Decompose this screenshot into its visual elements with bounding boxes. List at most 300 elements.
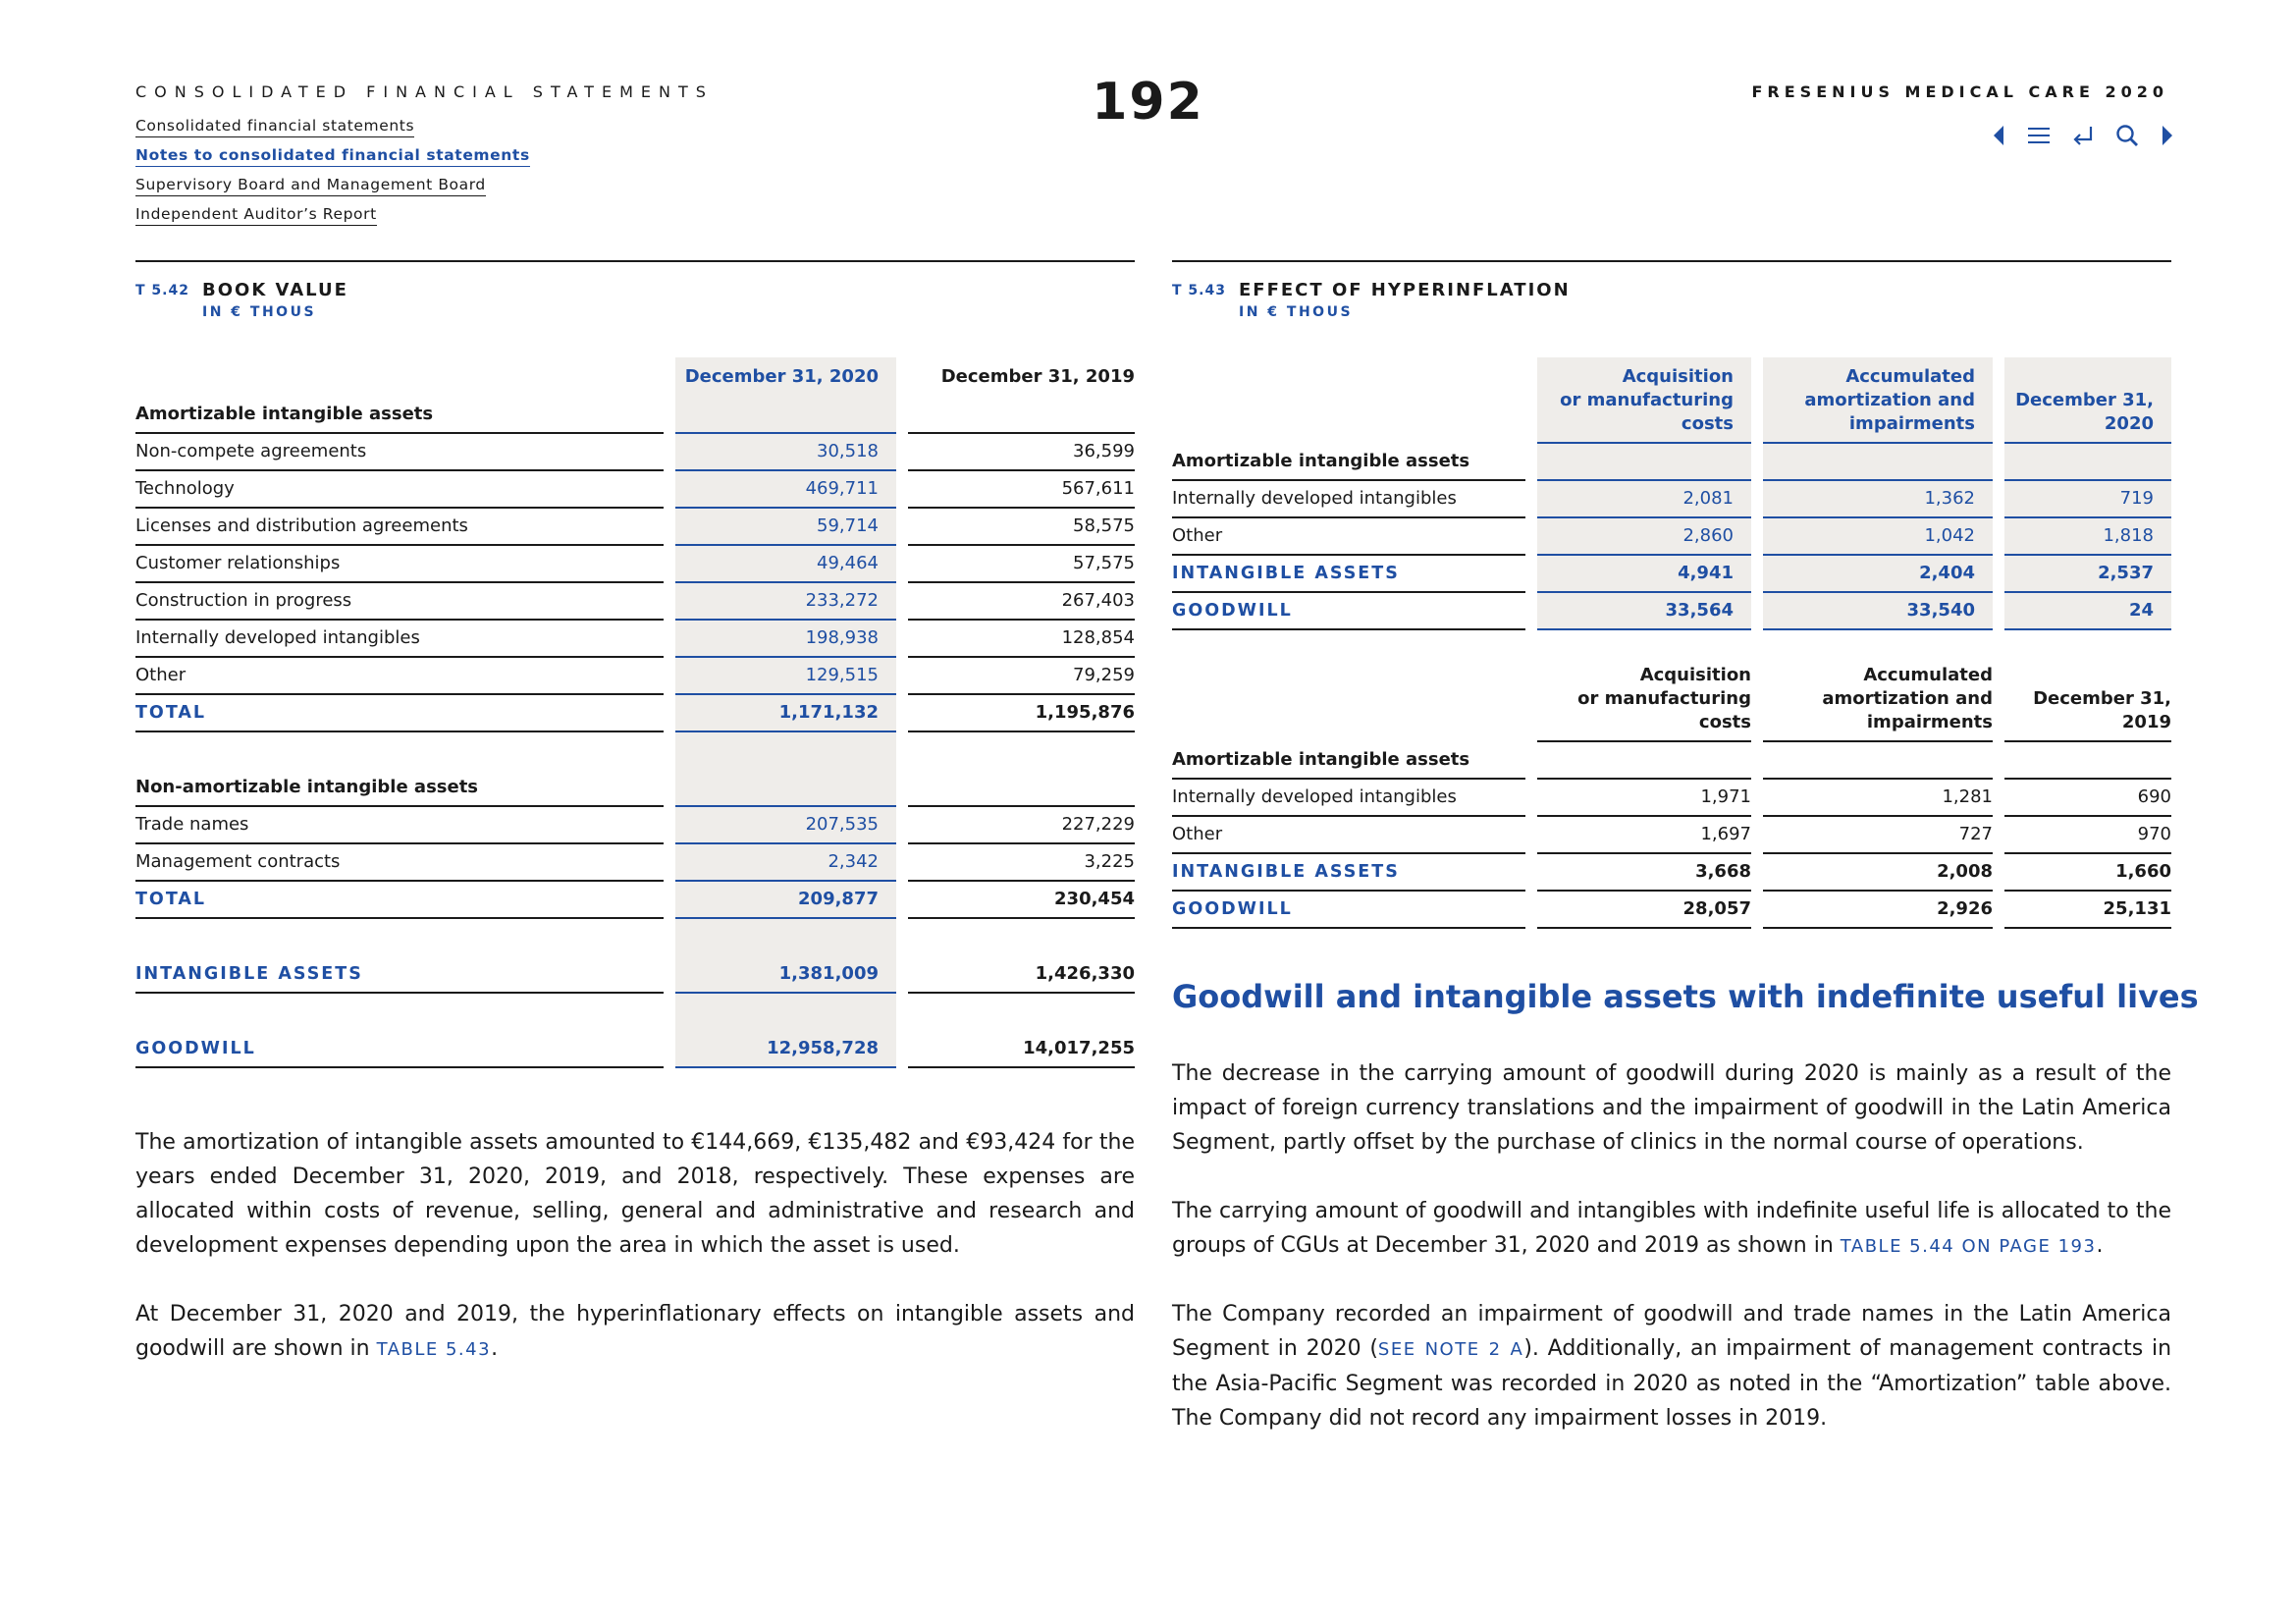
gap-cell: [664, 770, 675, 807]
gap-cell: [664, 546, 675, 583]
cell-text: 28,057: [1537, 897, 1751, 929]
gap-cell: [896, 994, 908, 1031]
gap-cell: [1993, 892, 2004, 929]
cell-text: [1537, 748, 1751, 780]
cell-text: 2,926: [1763, 897, 1993, 929]
cell-text: 1,697: [1537, 823, 1751, 854]
cell-text: INTANGIBLE ASSETS: [1172, 562, 1525, 593]
value-cell: [908, 357, 1135, 397]
table-title: BOOK VALUE: [202, 280, 348, 300]
cell-text: 3,225: [908, 850, 1135, 882]
intangible-assets-row: [1172, 556, 2171, 593]
value-cell: [675, 1031, 896, 1068]
gap-cell: [1525, 357, 1537, 444]
gap-cell: [1993, 556, 2004, 593]
cell-text: Internally developed intangibles: [1172, 487, 1525, 518]
value-cell: [675, 509, 896, 546]
value-cell: [908, 434, 1135, 471]
cell-text: 4,941: [1537, 562, 1751, 593]
cell-text: 2,081: [1537, 487, 1751, 518]
cell-text: [675, 403, 896, 434]
gap-cell: [664, 882, 675, 919]
value-cell: [908, 956, 1135, 994]
gap-cell: [896, 357, 908, 397]
gap-cell: [664, 357, 675, 397]
cell-text: Technology: [135, 477, 664, 509]
value-cell: [675, 919, 896, 956]
table-book-value: [135, 260, 1135, 1068]
gap-cell: [1525, 593, 1537, 630]
row-label-cell: [135, 844, 664, 882]
table-row: [135, 658, 1135, 695]
col-header-2020: December 31, 2020: [684, 366, 879, 387]
value-cell: [2004, 357, 2171, 444]
value-cell: [1763, 780, 1993, 817]
value-cell: [675, 695, 896, 732]
gap-cell: [664, 621, 675, 658]
value-cell: [908, 695, 1135, 732]
cell-text: 198,938: [675, 626, 896, 658]
cell-text: GOODWILL: [135, 1037, 664, 1068]
gap-cell: [664, 956, 675, 994]
cell-text: 233,272: [675, 589, 896, 621]
value-cell: [2004, 481, 2171, 518]
value-cell: [1763, 742, 1993, 780]
cell-text: 2,537: [2004, 562, 2171, 593]
nav-link-auditor-report[interactable]: Independent Auditor’s Report: [135, 205, 377, 226]
cell-text: 79,259: [908, 664, 1135, 695]
gap-cell: [664, 509, 675, 546]
value-cell: [1763, 556, 1993, 593]
page-navigation: [1992, 124, 2174, 151]
row-label-cell: [1172, 593, 1525, 630]
gap-cell: [896, 658, 908, 695]
value-cell: [675, 434, 896, 471]
row-label-cell: [1172, 518, 1525, 556]
value-cell: [1537, 854, 1751, 892]
row-label-cell: [1172, 556, 1525, 593]
hyperinflation-2020-table: [1172, 357, 2171, 630]
cell-text: 1,042: [1763, 524, 1993, 556]
value-cell: [1763, 444, 1993, 481]
note-2a-link[interactable]: SEE NOTE 2 A: [1377, 1339, 1524, 1360]
cell-text: 14,017,255: [908, 1037, 1135, 1068]
cell-text: 1,426,330: [908, 962, 1135, 994]
value-cell: [908, 770, 1135, 807]
gap-cell: [896, 882, 908, 919]
cell-text: 727: [1763, 823, 1993, 854]
gap-cell: [896, 583, 908, 621]
gap-cell: [896, 732, 908, 770]
value-cell: [1537, 357, 1751, 444]
value-cell: [675, 357, 896, 397]
cell-text: [1763, 450, 1993, 481]
value-cell: [908, 471, 1135, 509]
goodwill-row: [1172, 593, 2171, 630]
gap-cell: [1751, 660, 1763, 742]
cell-text: GOODWILL: [1172, 599, 1525, 630]
value-cell: [675, 807, 896, 844]
hyperinflation-2019-table: [1172, 660, 2171, 929]
value-cell: [908, 583, 1135, 621]
value-cell: [1763, 892, 1993, 929]
row-label-cell: [135, 882, 664, 919]
cell-text: Accumulated amortization and impairments: [1763, 365, 1993, 444]
cell-text: Amortizable intangible assets: [1172, 450, 1525, 481]
value-cell: [908, 1031, 1135, 1068]
value-cell: [2004, 444, 2171, 481]
value-cell: [1537, 817, 1751, 854]
cell-text: 36,599: [908, 440, 1135, 471]
back-icon[interactable]: [2072, 125, 2094, 150]
goodwill-row: [135, 1031, 1135, 1068]
cell-text: December 31, 2020: [2004, 389, 2171, 444]
value-cell: [908, 509, 1135, 546]
gap-cell: [896, 770, 908, 807]
gap-cell: [1993, 660, 2004, 742]
gap-cell: [1525, 556, 1537, 593]
value-cell: [135, 732, 664, 770]
table-row: [1172, 780, 2171, 817]
cell-text: Non-compete agreements: [135, 440, 664, 471]
gap-cell: [1993, 780, 2004, 817]
cell-text: INTANGIBLE ASSETS: [135, 962, 664, 994]
value-cell: [2004, 593, 2171, 630]
row-label-cell: [135, 583, 664, 621]
row-label-cell: [135, 807, 664, 844]
value-cell: [1763, 481, 1993, 518]
nav-link-consolidated-statements[interactable]: Consolidated financial statements: [135, 117, 414, 137]
value-cell: [675, 732, 896, 770]
value-cell: [1763, 854, 1993, 892]
value-cell: [2004, 742, 2171, 780]
gap-cell: [1993, 357, 2004, 444]
section-row: [1172, 444, 2171, 481]
cell-text: 30,518: [675, 440, 896, 471]
cell-text: 1,381,009: [675, 962, 896, 994]
cell-text: 267,403: [908, 589, 1135, 621]
cell-text: 230,454: [908, 888, 1135, 919]
table-unit: IN € THOUS: [1239, 304, 1354, 320]
table-row: [135, 471, 1135, 509]
table-row: [1172, 817, 2171, 854]
cell-text: 1,281: [1763, 785, 1993, 817]
table-number: T 5.42: [135, 283, 189, 298]
value-cell: [675, 471, 896, 509]
gap-cell: [1751, 817, 1763, 854]
cell-text: 58,575: [908, 514, 1135, 546]
value-cell: [2004, 854, 2171, 892]
value-cell: [135, 357, 664, 397]
cell-text: TOTAL: [135, 888, 664, 919]
cell-text: 3,668: [1537, 860, 1751, 892]
next-icon[interactable]: [2161, 125, 2174, 150]
gap-cell: [1751, 357, 1763, 444]
gap-cell: [1751, 780, 1763, 817]
cell-text: 1,195,876: [908, 701, 1135, 732]
header-nav: [135, 117, 714, 226]
gap-cell: [896, 695, 908, 732]
table-row: [1172, 481, 2171, 518]
table-row: [135, 583, 1135, 621]
gap-cell: [664, 658, 675, 695]
cell-text: [2004, 450, 2171, 481]
cell-text: Trade names: [135, 813, 664, 844]
value-cell: [908, 882, 1135, 919]
cell-text: Accumulated amortization and impairments: [1763, 664, 1993, 742]
cell-text: 59,714: [675, 514, 896, 546]
value-cell: [1172, 660, 1525, 742]
cell-text: 469,711: [675, 477, 896, 509]
gap-cell: [896, 509, 908, 546]
table-header-row: [1172, 660, 2171, 742]
cell-text: Other: [1172, 524, 1525, 556]
menu-icon[interactable]: [2027, 126, 2051, 149]
table-5-43-link[interactable]: TABLE 5.43: [376, 1339, 492, 1360]
cell-text: Amortizable intangible assets: [135, 403, 664, 434]
gap-cell: [896, 621, 908, 658]
gap-cell: [1525, 817, 1537, 854]
row-label-cell: [135, 509, 664, 546]
gap-cell: [664, 695, 675, 732]
value-cell: [908, 994, 1135, 1031]
value-cell: [1763, 357, 1993, 444]
cell-text: 970: [2004, 823, 2171, 854]
col-header-2019: December 31, 2019: [940, 366, 1135, 387]
table-row: [135, 546, 1135, 583]
cell-text: Internally developed intangibles: [135, 626, 664, 658]
value-cell: [1537, 780, 1751, 817]
gap-cell: [1525, 444, 1537, 481]
gap-cell: [896, 471, 908, 509]
gap-cell: [896, 807, 908, 844]
cell-text: 49,464: [675, 552, 896, 583]
value-cell: [135, 919, 664, 956]
gap-cell: [1525, 660, 1537, 742]
value-cell: [908, 844, 1135, 882]
value-cell: [675, 882, 896, 919]
cell-text: 57,575: [908, 552, 1135, 583]
total-row: [135, 882, 1135, 919]
table-row: [1172, 518, 2171, 556]
cell-text: INTANGIBLE ASSETS: [1172, 860, 1525, 892]
gap-cell: [896, 434, 908, 471]
gap-cell: [1751, 742, 1763, 780]
value-cell: [908, 658, 1135, 695]
intangible-assets-row: [135, 956, 1135, 994]
cell-text: 24: [2004, 599, 2171, 630]
value-cell: [675, 621, 896, 658]
row-label-cell: [1172, 854, 1525, 892]
cell-text: 1,362: [1763, 487, 1993, 518]
row-label-cell: [135, 621, 664, 658]
gap-cell: [1751, 444, 1763, 481]
gap-cell: [664, 1031, 675, 1068]
cell-text: 690: [2004, 785, 2171, 817]
cell-text: Other: [1172, 823, 1525, 854]
intangible-assets-row: [1172, 854, 2171, 892]
cell-text: Acquisition or manufacturing costs: [1537, 664, 1751, 742]
value-cell: [908, 732, 1135, 770]
row-label-cell: [1172, 742, 1525, 780]
cell-text: 227,229: [908, 813, 1135, 844]
cell-text: December 31, 2019: [2004, 687, 2171, 742]
goodwill-paragraph-2: The carrying amount of goodwill and intangibles with indefinite useful life is allocated to the groups of CGUs at December 31, 2020 and 2019 as shown in TABLE 5.44 ON PAGE 193.: [1172, 1199, 2171, 1258]
value-cell: [1763, 660, 1993, 742]
cell-text: Licenses and distribution agreements: [135, 514, 664, 546]
cell-text: Customer relationships: [135, 552, 664, 583]
gap-cell: [1993, 518, 2004, 556]
table-title: EFFECT OF HYPERINFLATION: [1239, 280, 1571, 300]
table-5-44-link[interactable]: TABLE 5.44 ON PAGE 193: [1840, 1236, 2097, 1257]
value-cell: [135, 994, 664, 1031]
gap-cell: [896, 397, 908, 434]
value-cell: [1763, 518, 1993, 556]
cell-text: [675, 776, 896, 807]
total-row: [135, 695, 1135, 732]
table-row: [135, 509, 1135, 546]
value-cell: [2004, 518, 2171, 556]
value-cell: [2004, 817, 2171, 854]
goodwill-paragraph-1: The decrease in the carrying amount of goodwill during 2020 is mainly as a result of the impact of foreign currency translations and the impairment of goodwill in the Latin America Segment, partly offset by the purchase of clinics in the normal course of operations.: [1172, 1061, 2171, 1155]
gap-cell: [1525, 780, 1537, 817]
value-cell: [1537, 892, 1751, 929]
table-row: [135, 844, 1135, 882]
value-cell: [908, 397, 1135, 434]
value-cell: [675, 546, 896, 583]
value-cell: [908, 919, 1135, 956]
gap-cell: [664, 583, 675, 621]
value-cell: [1763, 593, 1993, 630]
value-cell: [2004, 556, 2171, 593]
value-cell: [1763, 817, 1993, 854]
page-number: 192: [1092, 73, 1204, 132]
gap-cell: [896, 1031, 908, 1068]
row-label-cell: [135, 1031, 664, 1068]
cell-text: 2,008: [1763, 860, 1993, 892]
table-unit: IN € THOUS: [202, 304, 317, 320]
hyperinflation-paragraph: At December 31, 2020 and 2019, the hyperinflationary effects on intangible assets and goodwill are shown in TABLE 5.43.: [135, 1302, 1135, 1361]
table-number: T 5.43: [1172, 283, 1226, 298]
cell-text: 719: [2004, 487, 2171, 518]
gap-cell: [664, 919, 675, 956]
gap-cell: [1751, 593, 1763, 630]
row-label-cell: [135, 770, 664, 807]
cell-text: [2004, 748, 2171, 780]
cell-text: Acquisition or manufacturing costs: [1537, 365, 1751, 444]
gap-cell: [664, 732, 675, 770]
cell-text: 2,404: [1763, 562, 1993, 593]
table-header-row: [1172, 357, 2171, 444]
prev-icon[interactable]: [1992, 125, 2005, 150]
value-cell: [908, 621, 1135, 658]
cell-text: Construction in progress: [135, 589, 664, 621]
gap-cell: [664, 434, 675, 471]
cell-text: Internally developed intangibles: [1172, 785, 1525, 817]
cell-text: Non-amortizable intangible assets: [135, 776, 664, 807]
row-label-cell: [135, 434, 664, 471]
goodwill-row: [1172, 892, 2171, 929]
row-label-cell: [1172, 444, 1525, 481]
value-cell: [1172, 357, 1525, 444]
gap-cell: [1993, 742, 2004, 780]
value-cell: [1537, 660, 1751, 742]
section-heading: Goodwill and intangible assets with indefinite useful lives: [1172, 978, 2199, 1015]
table-hyperinflation: [1172, 260, 2171, 929]
search-icon[interactable]: [2115, 124, 2139, 151]
gap-cell: [664, 471, 675, 509]
cell-text: [1537, 450, 1751, 481]
gap-cell: [664, 807, 675, 844]
section-title: CONSOLIDATED FINANCIAL STATEMENTS: [135, 82, 714, 101]
value-cell: [1537, 742, 1751, 780]
row-label-cell: [135, 397, 664, 434]
gap-cell: [1751, 481, 1763, 518]
gap-cell: [1751, 892, 1763, 929]
value-cell: [2004, 660, 2171, 742]
value-cell: [2004, 780, 2171, 817]
gap-cell: [1525, 742, 1537, 780]
gap-cell: [896, 956, 908, 994]
cell-text: 2,342: [675, 850, 896, 882]
cell-text: 1,971: [1537, 785, 1751, 817]
value-cell: [908, 546, 1135, 583]
gap-cell: [1993, 817, 2004, 854]
value-cell: [908, 807, 1135, 844]
cell-text: 567,611: [908, 477, 1135, 509]
gap-cell: [1751, 854, 1763, 892]
value-cell: [1537, 556, 1751, 593]
cell-text: 128,854: [908, 626, 1135, 658]
cell-text: GOODWILL: [1172, 897, 1525, 929]
value-cell: [675, 770, 896, 807]
section-row: [135, 397, 1135, 434]
nav-link-supervisory-board[interactable]: Supervisory Board and Management Board: [135, 176, 486, 196]
cell-text: 207,535: [675, 813, 896, 844]
book-value-table: [135, 357, 1135, 1068]
cell-text: TOTAL: [135, 701, 664, 732]
gap-cell: [1525, 854, 1537, 892]
nav-link-notes[interactable]: Notes to consolidated financial statements: [135, 146, 530, 167]
gap-cell: [1525, 892, 1537, 929]
table-row: [135, 434, 1135, 471]
cell-text: 129,515: [675, 664, 896, 695]
row-label-cell: [135, 658, 664, 695]
row-label-cell: [1172, 481, 1525, 518]
cell-text: 1,818: [2004, 524, 2171, 556]
gap-cell: [1525, 518, 1537, 556]
gap-cell: [1993, 444, 2004, 481]
cell-text: Other: [135, 664, 664, 695]
gap-cell: [1993, 854, 2004, 892]
cell-text: [908, 776, 1135, 807]
cell-text: Amortizable intangible assets: [1172, 748, 1525, 780]
cell-text: [908, 403, 1135, 434]
row-label-cell: [1172, 892, 1525, 929]
section-row: [1172, 742, 2171, 780]
cell-text: 33,564: [1537, 599, 1751, 630]
value-cell: [1537, 518, 1751, 556]
section-row: [135, 770, 1135, 807]
row-label-cell: [1172, 817, 1525, 854]
gap-cell: [664, 994, 675, 1031]
brand-title: FRESENIUS MEDICAL CARE 2020: [1751, 82, 2168, 101]
row-label-cell: [135, 956, 664, 994]
cell-text: 1,660: [2004, 860, 2171, 892]
row-label-cell: [1172, 780, 1525, 817]
value-cell: [675, 583, 896, 621]
gap-cell: [896, 844, 908, 882]
